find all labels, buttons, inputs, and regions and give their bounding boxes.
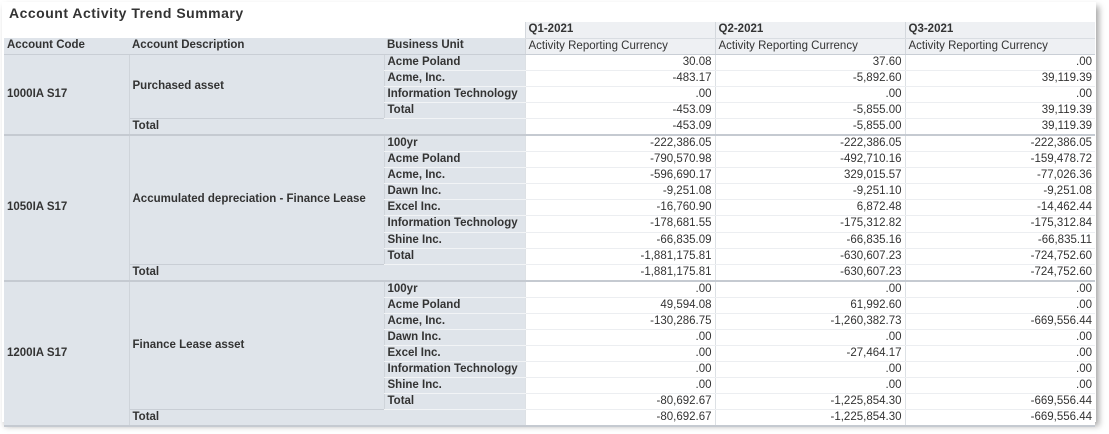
activity-value[interactable]: -66,835.09: [525, 232, 715, 248]
activity-value[interactable]: -178,681.55: [525, 216, 715, 232]
total-value[interactable]: -1,881,175.81: [525, 264, 715, 281]
account-total-row: [4, 410, 1095, 427]
activity-value[interactable]: -630,607.23: [715, 248, 905, 264]
activity-value[interactable]: -669,556.44: [905, 394, 1095, 410]
measure-header: Activity Reporting Currency: [715, 38, 905, 54]
report-title: Account Activity Trend Summary: [9, 5, 244, 21]
total-value[interactable]: -724,752.60: [905, 264, 1095, 281]
header-blank: [384, 22, 525, 38]
total-value[interactable]: -453.09: [525, 119, 715, 136]
activity-value[interactable]: -175,312.82: [715, 216, 905, 232]
activity-value[interactable]: .00: [905, 297, 1095, 313]
account-total-row: [4, 119, 1095, 136]
account-description-header[interactable]: Account Description: [129, 38, 384, 54]
activity-value[interactable]: -1,260,382.73: [715, 313, 905, 329]
total-label: Total: [129, 119, 525, 136]
activity-value[interactable]: .00: [525, 86, 715, 102]
account-code[interactable]: 1200IA S17: [4, 281, 129, 427]
business-unit[interactable]: Total: [384, 394, 525, 410]
activity-value[interactable]: .00: [715, 378, 905, 394]
total-label: Total: [129, 264, 525, 281]
activity-value[interactable]: -9,251.08: [525, 184, 715, 200]
account-total-row: [4, 264, 1095, 281]
table-row: [4, 135, 1095, 152]
activity-value[interactable]: .00: [905, 378, 1095, 394]
activity-value[interactable]: -222,386.05: [905, 135, 1095, 152]
business-unit[interactable]: Acme Poland: [384, 54, 525, 70]
activity-value[interactable]: .00: [905, 362, 1095, 378]
total-value[interactable]: -80,692.67: [525, 410, 715, 427]
activity-value[interactable]: -27,464.17: [715, 346, 905, 362]
activity-value[interactable]: -483.17: [525, 70, 715, 86]
business-unit[interactable]: Excel Inc.: [384, 346, 525, 362]
activity-table: [4, 22, 1095, 427]
activity-value[interactable]: -66,835.11: [905, 232, 1095, 248]
activity-value[interactable]: .00: [525, 346, 715, 362]
activity-value[interactable]: .00: [525, 362, 715, 378]
activity-value[interactable]: -159,478.72: [905, 152, 1095, 168]
activity-value[interactable]: 329,015.57: [715, 168, 905, 184]
total-value[interactable]: -669,556.44: [905, 410, 1095, 427]
account-code[interactable]: 1050IA S17: [4, 135, 129, 281]
quarter-header[interactable]: Q2-2021: [715, 22, 905, 38]
business-unit[interactable]: Information Technology: [384, 86, 525, 102]
activity-value[interactable]: -9,251.10: [715, 184, 905, 200]
activity-value[interactable]: .00: [715, 281, 905, 298]
total-value[interactable]: -630,607.23: [715, 264, 905, 281]
total-label: Total: [129, 410, 525, 427]
report-frame: [2, 2, 1096, 422]
quarter-header[interactable]: Q3-2021: [905, 22, 1095, 38]
business-unit[interactable]: Dawn Inc.: [384, 184, 525, 200]
activity-value[interactable]: 49,594.08: [525, 297, 715, 313]
activity-value[interactable]: .00: [525, 378, 715, 394]
activity-value[interactable]: -66,835.16: [715, 232, 905, 248]
business-unit[interactable]: 100yr: [384, 135, 525, 152]
business-unit[interactable]: Dawn Inc.: [384, 329, 525, 345]
activity-value[interactable]: -453.09: [525, 102, 715, 118]
activity-value[interactable]: -5,892.60: [715, 70, 905, 86]
activity-value[interactable]: -596,690.17: [525, 168, 715, 184]
activity-value[interactable]: -790,570.98: [525, 152, 715, 168]
activity-value[interactable]: -1,881,175.81: [525, 248, 715, 264]
account-description[interactable]: Finance Lease asset: [129, 281, 384, 410]
activity-value[interactable]: 61,992.60: [715, 297, 905, 313]
activity-value[interactable]: .00: [905, 86, 1095, 102]
activity-value[interactable]: .00: [525, 281, 715, 298]
table-row: [4, 281, 1095, 298]
activity-value[interactable]: -724,752.60: [905, 248, 1095, 264]
account-code-header[interactable]: Account Code: [4, 38, 129, 54]
activity-value[interactable]: -492,710.16: [715, 152, 905, 168]
activity-value[interactable]: -130,286.75: [525, 313, 715, 329]
activity-value[interactable]: 30.08: [525, 54, 715, 70]
business-unit[interactable]: Shine Inc.: [384, 378, 525, 394]
activity-value[interactable]: .00: [715, 362, 905, 378]
measure-header: Activity Reporting Currency: [905, 38, 1095, 54]
activity-value[interactable]: -80,692.67: [525, 394, 715, 410]
activity-value[interactable]: 6,872.48: [715, 200, 905, 216]
activity-value[interactable]: .00: [525, 329, 715, 345]
total-value[interactable]: -5,855.00: [715, 119, 905, 136]
business-unit[interactable]: Total: [384, 248, 525, 264]
activity-value[interactable]: .00: [905, 346, 1095, 362]
business-unit[interactable]: Information Technology: [384, 362, 525, 378]
activity-value[interactable]: 37.60: [715, 54, 905, 70]
business-unit[interactable]: Acme Poland: [384, 152, 525, 168]
activity-value[interactable]: -175,312.84: [905, 216, 1095, 232]
business-unit[interactable]: Total: [384, 102, 525, 118]
activity-value[interactable]: 39,119.39: [905, 102, 1095, 118]
quarter-header-row: [4, 22, 1095, 38]
activity-value[interactable]: -1,225,854.30: [715, 394, 905, 410]
activity-value[interactable]: -5,855.00: [715, 102, 905, 118]
activity-value[interactable]: -9,251.08: [905, 184, 1095, 200]
business-unit[interactable]: 100yr: [384, 281, 525, 298]
total-value[interactable]: -1,225,854.30: [715, 410, 905, 427]
header-blank: [129, 22, 384, 38]
activity-value[interactable]: .00: [905, 54, 1095, 70]
activity-value[interactable]: -669,556.44: [905, 313, 1095, 329]
activity-value[interactable]: .00: [715, 329, 905, 345]
business-unit[interactable]: Acme, Inc.: [384, 70, 525, 86]
business-unit[interactable]: Excel Inc.: [384, 200, 525, 216]
activity-value[interactable]: .00: [715, 86, 905, 102]
account-description[interactable]: Accumulated depreciation - Finance Lease: [129, 135, 384, 264]
account-code[interactable]: 1000IA S17: [4, 54, 129, 135]
activity-value[interactable]: .00: [905, 329, 1095, 345]
column-header-row: [4, 38, 1095, 54]
business-unit[interactable]: Acme, Inc.: [384, 313, 525, 329]
total-value[interactable]: 39,119.39: [905, 119, 1095, 136]
activity-value[interactable]: -222,386.05: [525, 135, 715, 152]
activity-value[interactable]: -14,462.44: [905, 200, 1095, 216]
measure-header: Activity Reporting Currency: [525, 38, 715, 54]
business-unit[interactable]: Acme, Inc.: [384, 168, 525, 184]
activity-value[interactable]: .00: [905, 281, 1095, 298]
business-unit[interactable]: Acme Poland: [384, 297, 525, 313]
table-row: [4, 54, 1095, 70]
activity-value[interactable]: -77,026.36: [905, 168, 1095, 184]
account-description[interactable]: Purchased asset: [129, 54, 384, 118]
quarter-header[interactable]: Q1-2021: [525, 22, 715, 38]
activity-value[interactable]: -16,760.90: [525, 200, 715, 216]
business-unit[interactable]: Information Technology: [384, 216, 525, 232]
activity-value[interactable]: 39,119.39: [905, 70, 1095, 86]
activity-value[interactable]: -222,386.05: [715, 135, 905, 152]
header-blank: [4, 22, 129, 38]
business-unit[interactable]: Shine Inc.: [384, 232, 525, 248]
business-unit-header[interactable]: Business Unit: [384, 38, 525, 54]
